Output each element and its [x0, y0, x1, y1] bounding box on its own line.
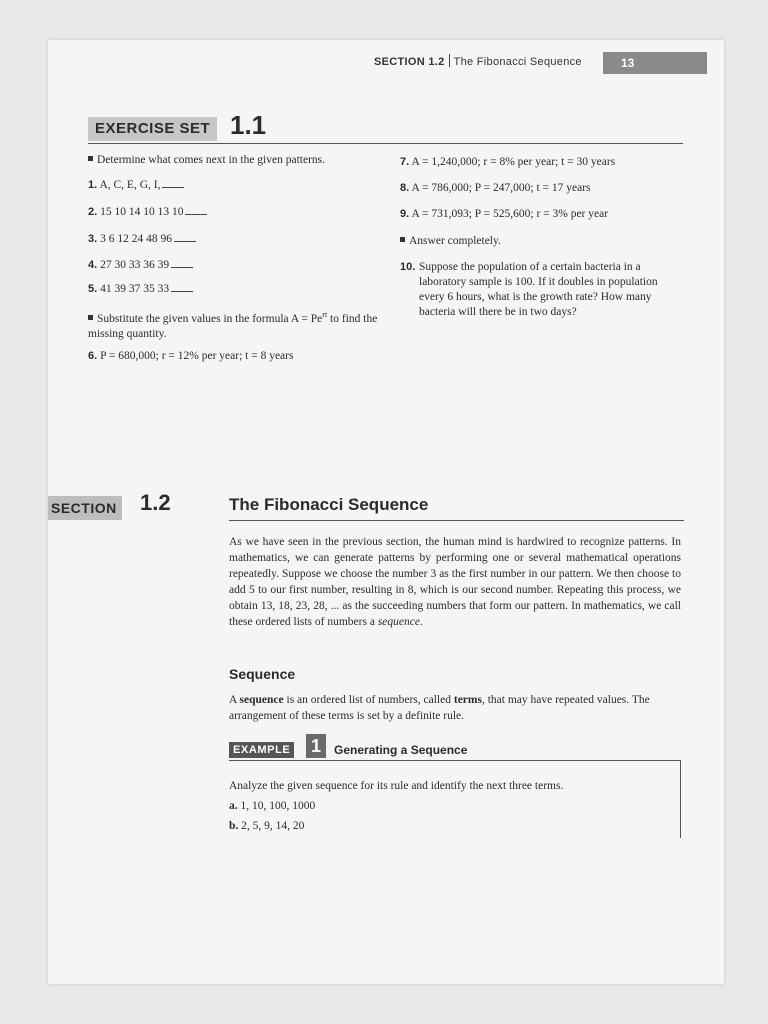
- exercise-item-2: 2. 15 10 14 10 13 10: [88, 205, 207, 220]
- sequence-definition: A sequence is an ordered list of numbers, called terms, that may have repeated values. The arrangement of these terms is set by a definite rule.: [229, 694, 650, 722]
- exercise-set-number: 1.1: [230, 110, 267, 140]
- answer-blank: [174, 241, 196, 242]
- exercise-item-6: 6. P = 680,000; r = 12% per year; t = 8 years: [88, 350, 294, 362]
- bullet-icon: [400, 237, 405, 242]
- exercise-item-4: 4. 27 30 33 36 39: [88, 258, 193, 273]
- example-label: EXAMPLE: [229, 742, 294, 758]
- section-title: The Fibonacci Sequence: [229, 495, 429, 514]
- running-header: [374, 54, 582, 68]
- exercise-item-10: 10. Suppose the population of a certain bacteria in a laboratory sample is 100. If it doubles in population every 6 hours, what is the growth rate? How many bacteria will there be in two days?: [400, 261, 658, 318]
- exercise-item-1: 1. A, C, E, G, I,: [88, 178, 184, 193]
- answer-blank: [171, 267, 193, 268]
- bullet-icon: [88, 156, 93, 161]
- answer-blank: [171, 291, 193, 292]
- example-rule: [229, 760, 681, 761]
- section-rule: [229, 520, 684, 521]
- page-number: 13: [621, 56, 635, 70]
- example-side-rule: [680, 760, 681, 838]
- example-number: 1: [306, 734, 326, 758]
- example-part-a: a. 1, 10, 100, 1000: [229, 800, 316, 812]
- example-part-b: b. 2, 5, 9, 14, 20: [229, 820, 305, 832]
- section-number: 1.2: [140, 490, 171, 515]
- bullet-icon: [88, 315, 93, 320]
- sequence-heading: Sequence: [229, 666, 296, 682]
- textbook-page: [48, 40, 724, 984]
- instruction-formula: Substitute the given values in the formula $A = Pe^{rt}$ to find the missing quantity.: [88, 310, 378, 340]
- example-body: [229, 776, 669, 836]
- running-header-title: The Fibonacci Sequence: [453, 56, 582, 68]
- instruction-patterns: Determine what comes next in the given patterns.: [88, 153, 325, 168]
- section-label: SECTION: [48, 496, 122, 520]
- exercise-item-7: 7. A = 1,240,000; r = 8% per year; t = 30 years: [400, 156, 616, 168]
- running-header-section: SECTION 1.2: [374, 56, 445, 68]
- example-title: Generating a Sequence: [334, 743, 468, 757]
- exercise-set-rule: [88, 143, 683, 144]
- exercise-set-label: EXERCISE SET: [88, 117, 217, 141]
- answer-blank: [185, 214, 207, 215]
- example-prompt: Analyze the given sequence for its rule and identify the next three terms.: [229, 780, 564, 792]
- exercise-item-5: 5. 41 39 37 35 33: [88, 282, 193, 297]
- answer-blank: [162, 187, 184, 188]
- exercise-item-3: 3. 3 6 12 24 48 96: [88, 232, 196, 247]
- instruction-complete: Answer completely.: [400, 234, 501, 249]
- exercise-item-9: 9. A = 731,093; P = 525,600; r = 3% per year: [400, 208, 609, 220]
- intro-paragraph: As we have seen in the previous section, the human mind is hardwired to recognize patterns. In mathematics, we can generate patterns by performing one or several mathematical operations repeatedly. Suppose we choose the number 3 as the first number in our pattern. We then choose to add 5 to our first number, resulting in 8, which is our second number. Repeating this process, we obtain 13, 18, 23, 28, ... as the succeeding numbers that form our pattern. In mathematics, we call these ordered lists of numbers a sequence.: [229, 536, 681, 628]
- page-number-tab: [603, 52, 707, 74]
- exercise-item-8: 8. A = 786,000; P = 247,000; t = 17 years: [400, 182, 591, 194]
